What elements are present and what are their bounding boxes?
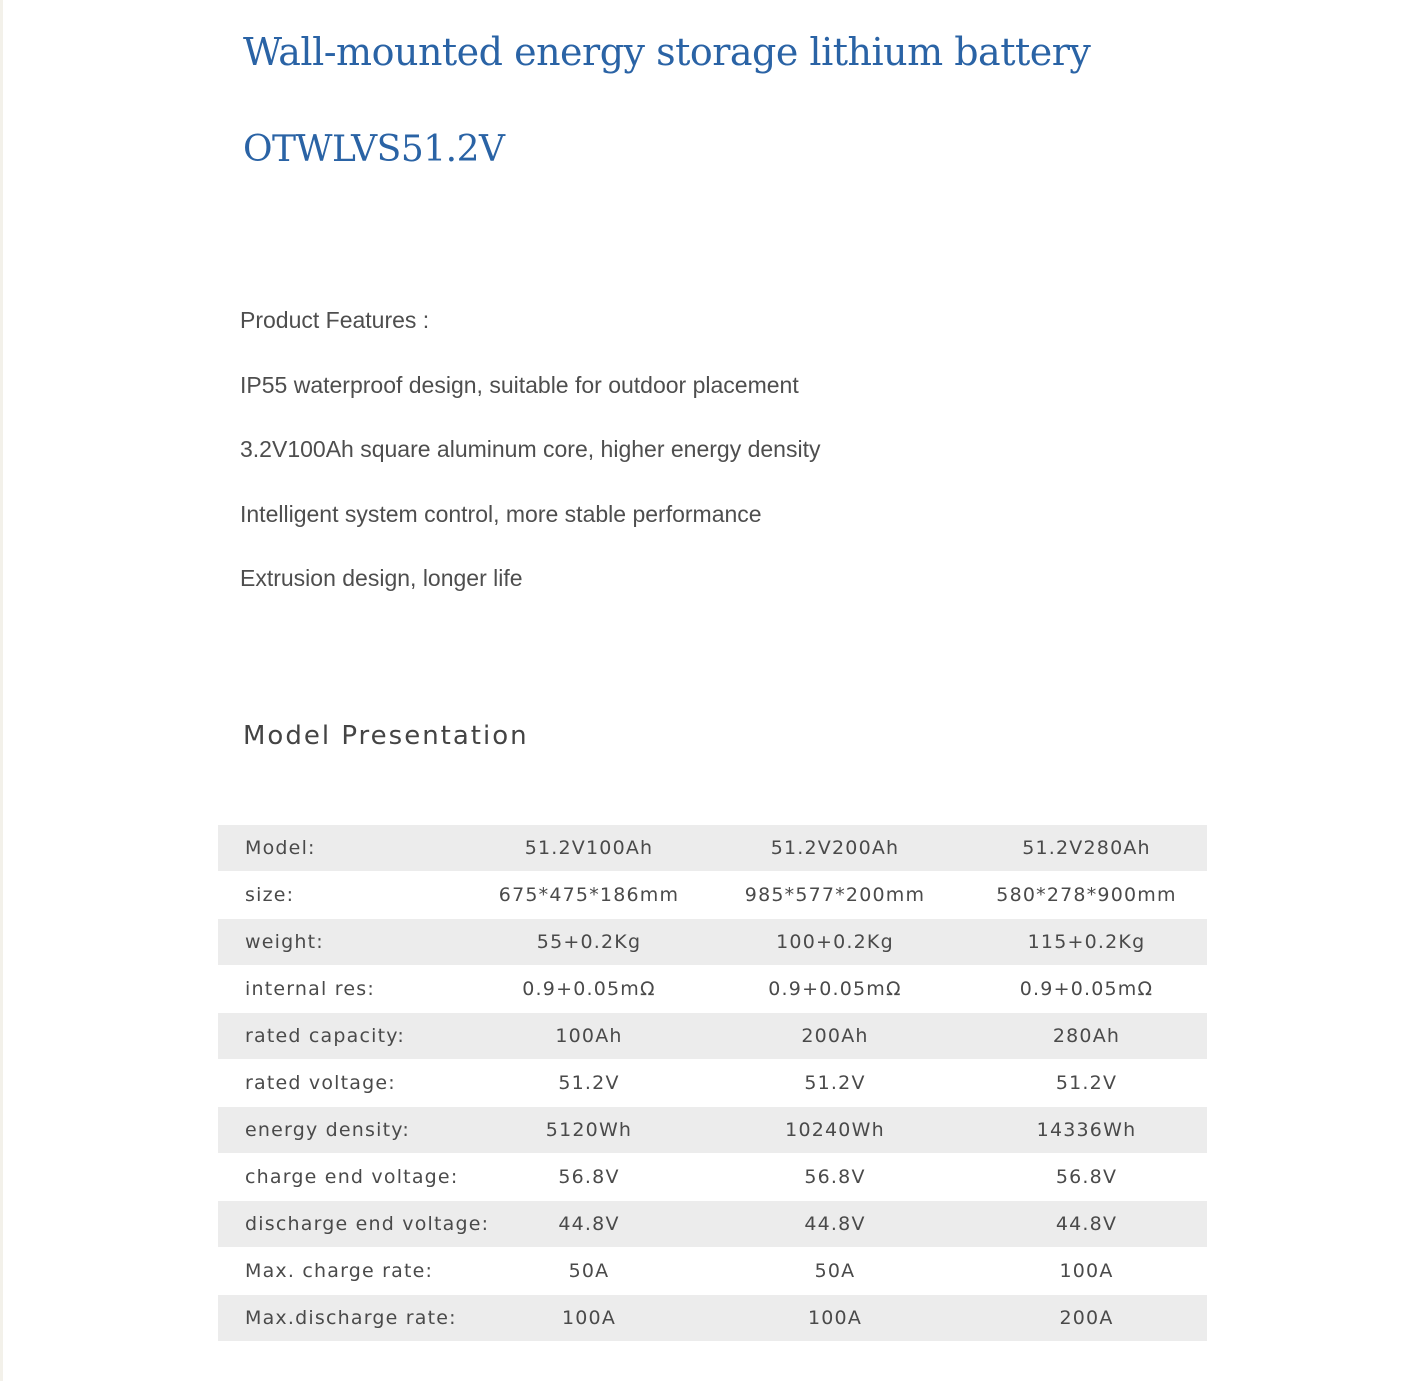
cell-value: 10240Wh (704, 1107, 966, 1154)
model-code: OTWLVS51.2V (243, 129, 505, 170)
cell-value: 55+0.2Kg (474, 919, 704, 966)
table-row-weight (218, 919, 1207, 966)
table-row-discharge-end-voltage (218, 1201, 1207, 1248)
row-label: Model: (218, 825, 474, 872)
row-label: rated voltage: (218, 1060, 474, 1107)
cell-value: 50A (474, 1248, 704, 1295)
cell-value: 100Ah (474, 1013, 704, 1060)
cell-value: 0.9+0.05mΩ (474, 966, 704, 1013)
cell-value: 56.8V (966, 1154, 1207, 1201)
row-label: weight: (218, 919, 474, 966)
cell-value: 51.2V100Ah (474, 825, 704, 872)
feature-item: IP55 waterproof design, suitable for outdoor placement (240, 371, 799, 398)
cell-value: 0.9+0.05mΩ (704, 966, 966, 1013)
feature-item: Intelligent system control, more stable performance (240, 500, 762, 527)
feature-item: 3.2V100Ah square aluminum core, higher energy density (240, 436, 821, 463)
cell-value: 675*475*186mm (474, 872, 704, 919)
row-label: internal res: (218, 966, 474, 1013)
cell-value: 14336Wh (966, 1107, 1207, 1154)
cell-value: 100A (704, 1295, 966, 1342)
cell-value: 51.2V (474, 1060, 704, 1107)
row-label: rated capacity: (218, 1013, 474, 1060)
cell-value: 50A (704, 1248, 966, 1295)
row-label: discharge end voltage: (218, 1201, 474, 1248)
page-edge (0, 0, 3, 1381)
cell-value: 280Ah (966, 1013, 1207, 1060)
product-features (240, 298, 820, 621)
cell-value: 200Ah (704, 1013, 966, 1060)
table-row-energy-density (218, 1107, 1207, 1154)
table-row-model (218, 825, 1207, 872)
row-label: energy density: (218, 1107, 474, 1154)
cell-value: 51.2V (704, 1060, 966, 1107)
cell-value: 200A (966, 1295, 1207, 1342)
cell-value: 5120Wh (474, 1107, 704, 1154)
features-heading: Product Features : (240, 307, 430, 333)
table-row-rated-voltage (218, 1060, 1207, 1107)
cell-value: 580*278*900mm (966, 872, 1207, 919)
table-row-max-charge-rate (218, 1248, 1207, 1295)
cell-value: 100+0.2Kg (704, 919, 966, 966)
model-presentation-heading: Model Presentation (243, 721, 529, 751)
row-label: charge end voltage: (218, 1154, 474, 1201)
table-row-rated-capacity (218, 1013, 1207, 1060)
cell-value: 0.9+0.05mΩ (966, 966, 1207, 1013)
cell-value: 56.8V (704, 1154, 966, 1201)
cell-value: 44.8V (474, 1201, 704, 1248)
cell-value: 51.2V200Ah (704, 825, 966, 872)
table-row-max-discharge-rate (218, 1295, 1207, 1342)
row-label: Max.discharge rate: (218, 1295, 474, 1342)
cell-value: 100A (474, 1295, 704, 1342)
cell-value: 100A (966, 1248, 1207, 1295)
table-row-size (218, 872, 1207, 919)
row-label: Max. charge rate: (218, 1248, 474, 1295)
cell-value: 44.8V (966, 1201, 1207, 1248)
feature-item: Extrusion design, longer life (240, 565, 523, 592)
cell-value: 985*577*200mm (704, 872, 966, 919)
table-row-internal-res (218, 966, 1207, 1013)
cell-value: 44.8V (704, 1201, 966, 1248)
cell-value: 56.8V (474, 1154, 704, 1201)
cell-value: 115+0.2Kg (966, 919, 1207, 966)
page-title: Wall-mounted energy storage lithium battery (243, 30, 1091, 74)
cell-value: 51.2V280Ah (966, 825, 1207, 872)
cell-value: 51.2V (966, 1060, 1207, 1107)
model-spec-table (218, 825, 1207, 1342)
table-row-charge-end-voltage (218, 1154, 1207, 1201)
row-label: size: (218, 872, 474, 919)
